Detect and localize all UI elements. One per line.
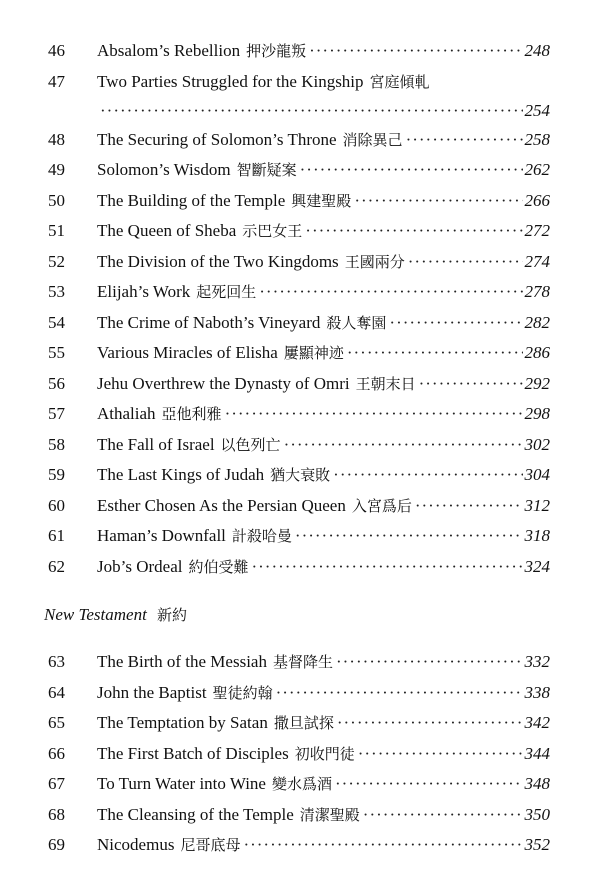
section-heading bbox=[44, 604, 187, 625]
dot-leader bbox=[363, 800, 523, 831]
toc-entry bbox=[0, 708, 600, 739]
entry-title: Solomon’s Wisdom bbox=[97, 160, 231, 179]
toc-entry bbox=[0, 430, 600, 461]
entry-title: Jehu Overthrew the Dynasty of Omri bbox=[97, 373, 350, 393]
entry-chinese-title: 尼哥底母 bbox=[180, 836, 241, 854]
dot-leader bbox=[406, 125, 523, 156]
entry-page-number: 298 bbox=[524, 404, 550, 423]
entry-main bbox=[97, 430, 550, 461]
entry-chinese-title: 宮庭傾軋 bbox=[369, 72, 430, 91]
entry-page-number: 344 bbox=[524, 743, 550, 763]
entry-chinese-title: 消除異己 bbox=[342, 130, 403, 149]
dot-leader bbox=[225, 399, 523, 430]
dot-leader bbox=[305, 216, 522, 247]
entry-number: 51 bbox=[48, 221, 65, 240]
toc-entry bbox=[0, 67, 600, 125]
entry-number: 57 bbox=[48, 404, 65, 423]
entry-number: 56 bbox=[48, 373, 65, 393]
entry-main bbox=[97, 739, 550, 770]
entry-chinese-title: 王國兩分 bbox=[344, 252, 405, 271]
toc-entry bbox=[0, 521, 600, 552]
entry-chinese-title: 起死回生 bbox=[196, 283, 257, 301]
entry-line bbox=[97, 67, 550, 96]
entry-page-number: 254 bbox=[524, 100, 550, 120]
dot-leader bbox=[354, 186, 522, 217]
dot-leader bbox=[251, 552, 522, 583]
entry-chinese-title: 以色列亡 bbox=[220, 435, 281, 454]
toc-entry bbox=[0, 678, 600, 709]
entry-page-number: 332 bbox=[524, 652, 550, 671]
entry-page-number: 342 bbox=[524, 713, 550, 732]
entry-page-number: 274 bbox=[524, 251, 550, 271]
entry-number: 64 bbox=[48, 682, 65, 702]
toc-entry bbox=[0, 491, 600, 522]
entry-page-number: 272 bbox=[524, 221, 550, 240]
entry-number: 66 bbox=[48, 743, 65, 763]
entry-chinese-title: 基督降生 bbox=[272, 653, 333, 671]
entry-chinese-title: 智斷疑案 bbox=[236, 161, 297, 179]
entry-number: 69 bbox=[48, 835, 65, 854]
entry-main bbox=[97, 460, 550, 491]
entry-main bbox=[97, 521, 550, 552]
entry-title: Job’s Ordeal bbox=[97, 556, 183, 576]
entry-number: 47 bbox=[48, 71, 65, 91]
entry-chinese-title: 約伯受難 bbox=[188, 557, 249, 576]
entry-chinese-title: 屢顯神迹 bbox=[283, 344, 344, 362]
dot-leader bbox=[415, 491, 523, 522]
entry-title: Esther Chosen As the Persian Queen bbox=[97, 495, 346, 515]
entry-chinese-title: 變水爲酒 bbox=[271, 775, 332, 793]
toc-entry bbox=[0, 277, 600, 308]
entry-title: To Turn Water into Wine bbox=[97, 774, 266, 793]
entry-number: 55 bbox=[48, 343, 65, 362]
entry-number: 62 bbox=[48, 556, 65, 576]
toc-entry bbox=[0, 552, 600, 583]
entry-page-number: 262 bbox=[524, 160, 550, 179]
entry-chinese-title: 殺人奪園 bbox=[326, 313, 387, 332]
entry-page-number: 324 bbox=[524, 556, 550, 576]
toc-entry bbox=[0, 308, 600, 339]
toc-entry bbox=[0, 186, 600, 217]
entry-title: The Last Kings of Judah bbox=[97, 465, 265, 484]
entry-page-number: 350 bbox=[524, 804, 550, 824]
entry-title: The Cleansing of the Temple bbox=[97, 804, 294, 824]
entry-number: 46 bbox=[48, 41, 65, 60]
dot-leader bbox=[419, 369, 523, 400]
dot-leader bbox=[276, 678, 523, 709]
entry-main bbox=[97, 678, 550, 709]
entry-chinese-title: 示巴女王 bbox=[242, 222, 303, 240]
entry-title: The Building of the Temple bbox=[97, 190, 286, 210]
entry-chinese-title: 清潔聖殿 bbox=[299, 805, 360, 824]
entry-main bbox=[97, 216, 550, 247]
toc-entry bbox=[0, 216, 600, 247]
entry-main bbox=[97, 552, 550, 583]
entry-main bbox=[97, 399, 550, 430]
entry-chinese-title: 興建聖殿 bbox=[291, 191, 352, 210]
entry-number: 67 bbox=[48, 774, 65, 793]
entry-chinese-title: 猶大衰敗 bbox=[270, 466, 331, 484]
toc-entry bbox=[0, 399, 600, 430]
entry-main bbox=[97, 647, 550, 678]
entry-chinese-title: 撒旦試探 bbox=[273, 714, 334, 732]
entry-chinese-title: 初收門徒 bbox=[294, 744, 355, 763]
dot-leader bbox=[284, 430, 523, 461]
dot-leader bbox=[259, 277, 522, 308]
entry-number: 49 bbox=[48, 160, 65, 179]
entry-title: Absalom’s Rebellion bbox=[97, 41, 241, 60]
toc-entry bbox=[0, 830, 600, 861]
entry-main bbox=[97, 800, 550, 831]
entry-main bbox=[97, 491, 550, 522]
entry-line bbox=[97, 96, 550, 125]
entry-page-number: 266 bbox=[524, 190, 550, 210]
toc-entry bbox=[0, 800, 600, 831]
entry-number: 52 bbox=[48, 251, 65, 271]
entry-page-number: 248 bbox=[524, 41, 550, 60]
entry-page-number: 278 bbox=[524, 282, 550, 301]
entry-main bbox=[97, 277, 550, 308]
toc-entry bbox=[0, 36, 600, 67]
toc-entry bbox=[0, 739, 600, 770]
entry-page-number: 282 bbox=[524, 312, 550, 332]
entry-main bbox=[97, 125, 550, 156]
entry-number: 50 bbox=[48, 190, 65, 210]
entry-title: The Temptation by Satan bbox=[97, 713, 268, 732]
dot-leader bbox=[300, 155, 523, 186]
entry-number: 58 bbox=[48, 434, 65, 454]
section-heading-en: New Testament bbox=[44, 605, 147, 624]
entry-title: The Securing of Solomon’s Throne bbox=[97, 129, 337, 149]
entry-page-number: 292 bbox=[524, 373, 550, 393]
dot-leader bbox=[347, 338, 523, 369]
dot-leader bbox=[243, 830, 522, 861]
dot-leader bbox=[100, 96, 523, 127]
old-testament-list bbox=[0, 36, 600, 582]
entry-page-number: 286 bbox=[524, 343, 550, 362]
dot-leader bbox=[309, 36, 522, 67]
dot-leader bbox=[333, 460, 522, 491]
entry-chinese-title: 亞他利雅 bbox=[161, 405, 222, 423]
toc-entry bbox=[0, 125, 600, 156]
entry-title: Two Parties Struggled for the Kingship bbox=[97, 71, 364, 91]
dot-leader bbox=[358, 739, 523, 770]
toc-entry bbox=[0, 460, 600, 491]
entry-main bbox=[97, 369, 550, 400]
new-testament-list bbox=[0, 647, 600, 861]
entry-title: John the Baptist bbox=[97, 682, 207, 702]
entry-number: 54 bbox=[48, 312, 65, 332]
entry-chinese-title: 計殺哈曼 bbox=[231, 527, 292, 545]
entry-main bbox=[97, 308, 550, 339]
toc-entry bbox=[0, 769, 600, 800]
entry-title: The Queen of Sheba bbox=[97, 221, 237, 240]
entry-number: 48 bbox=[48, 129, 65, 149]
entry-title: Various Miracles of Elisha bbox=[97, 343, 278, 362]
dot-leader bbox=[389, 308, 522, 339]
entry-number: 53 bbox=[48, 282, 65, 301]
dot-leader bbox=[408, 247, 523, 278]
entry-title: Elijah’s Work bbox=[97, 282, 191, 301]
entry-page-number: 302 bbox=[524, 434, 550, 454]
toc-entry bbox=[0, 338, 600, 369]
entry-title: Haman’s Downfall bbox=[97, 526, 226, 545]
entry-page-number: 338 bbox=[524, 682, 550, 702]
toc-entry bbox=[0, 155, 600, 186]
entry-page-number: 318 bbox=[524, 526, 550, 545]
entry-main bbox=[97, 769, 550, 800]
entry-number: 59 bbox=[48, 465, 65, 484]
entry-page-number: 258 bbox=[524, 129, 550, 149]
entry-main bbox=[97, 36, 550, 67]
dot-leader bbox=[337, 708, 523, 739]
entry-chinese-title: 入宮爲后 bbox=[351, 496, 412, 515]
entry-main bbox=[97, 338, 550, 369]
entry-main bbox=[97, 708, 550, 739]
entry-chinese-title: 聖徒約翰 bbox=[212, 683, 273, 702]
entry-page-number: 348 bbox=[524, 774, 550, 793]
dot-leader bbox=[295, 521, 523, 552]
entry-number: 61 bbox=[48, 526, 65, 545]
entry-main bbox=[97, 155, 550, 186]
entry-title: The Crime of Naboth’s Vineyard bbox=[97, 312, 321, 332]
toc-entry bbox=[0, 369, 600, 400]
entry-title: The Fall of Israel bbox=[97, 434, 215, 454]
entry-main bbox=[97, 247, 550, 278]
section-heading-zh: 新約 bbox=[157, 606, 188, 624]
entry-title: Athaliah bbox=[97, 404, 156, 423]
entry-number: 63 bbox=[48, 652, 65, 671]
entry-main bbox=[97, 186, 550, 217]
entry-chinese-title: 王朝末日 bbox=[355, 374, 416, 393]
entry-number: 65 bbox=[48, 713, 65, 732]
entry-number: 68 bbox=[48, 804, 65, 824]
entry-title: The Birth of the Messiah bbox=[97, 652, 267, 671]
entry-page-number: 312 bbox=[524, 495, 550, 515]
entry-page-number: 352 bbox=[524, 835, 550, 854]
entry-title: Nicodemus bbox=[97, 835, 175, 854]
entry-main bbox=[97, 830, 550, 861]
entry-main bbox=[97, 67, 550, 125]
entry-number: 60 bbox=[48, 495, 65, 515]
entry-title: The First Batch of Disciples bbox=[97, 743, 289, 763]
entry-page-number: 304 bbox=[524, 465, 550, 484]
entry-title: The Division of the Two Kingdoms bbox=[97, 251, 339, 271]
dot-leader bbox=[336, 647, 523, 678]
toc-entry bbox=[0, 647, 600, 678]
dot-leader bbox=[335, 769, 523, 800]
entry-chinese-title: 押沙龍叛 bbox=[246, 42, 307, 60]
toc-entry bbox=[0, 247, 600, 278]
